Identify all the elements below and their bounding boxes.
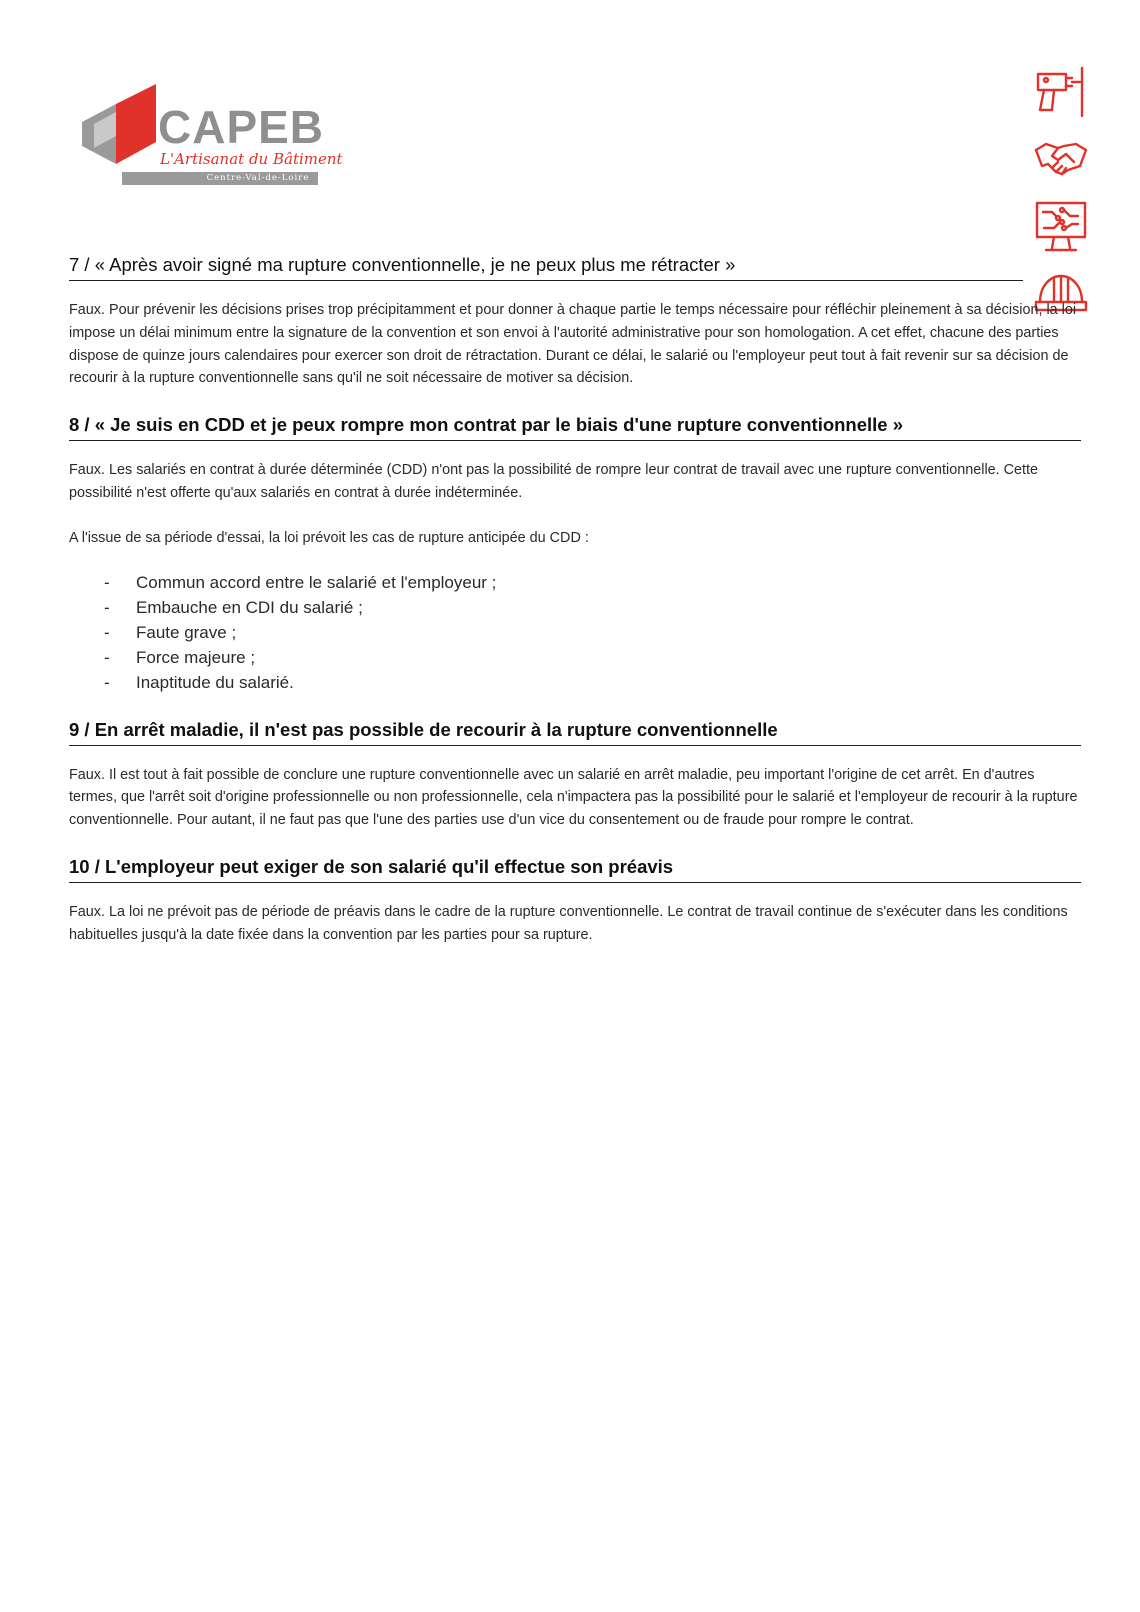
section-paragraph: Faux. Pour prévenir les décisions prises trop précipitamment et pour donner à chaque partie le temps nécessaire pour réfléchir pleinement à sa décision, la loi impose un délai minimum entre la signature de la convention et son envoi à l'autorité administrative pour son homologation. A cet effet, chacune des parties dispose de quinze jours calendaires pour exercer son droit de rétractation. Durant ce délai, le salarié ou l'employeur peut tout à fait revenir sur sa décision de recourir à la rupture conventionnelle sans qu'il ne soit nécessaire de motiver sa décision. (69, 302, 1077, 387)
list-item: - Commun accord entre le salarié et l'employeur ; (104, 572, 497, 592)
section-7 (69, 254, 1081, 390)
list-item: - Embauche en CDI du salarié ; (104, 597, 363, 617)
drill-icon (1034, 66, 1088, 120)
section-paragraph: Faux. Les salariés en contrat à durée déterminée (CDD) n'ont pas la possibilité de rompre leur contrat de travail avec une rupture conventionnelle. Cette possibilité n'est offerte qu'aux salariés en contrat à durée indéterminée. (69, 462, 1039, 501)
cdd-rupture-cases-list (69, 570, 1081, 695)
logo-region: Centre-Val-de-Loire (206, 173, 310, 183)
section-9 (69, 719, 1081, 832)
list-item: - Faute grave ; (104, 622, 237, 642)
capeb-logo (82, 84, 343, 192)
document-body (69, 254, 1081, 971)
handshake-icon (1034, 138, 1088, 182)
capeb-cube-icon (82, 84, 156, 168)
section-8 (69, 414, 1081, 694)
monitor-circuit-icon (1034, 200, 1088, 254)
list-item: - Inaptitude du salarié. (104, 672, 294, 692)
logo-tagline: L'Artisanat du Bâtiment (160, 150, 343, 168)
section-paragraph: A l'issue de sa période d'essai, la loi prévoit les cas de rupture anticipée du CDD : (69, 529, 589, 546)
section-heading: 10 / L'employeur peut exiger de son salarié qu'il effectue son préavis (69, 856, 1081, 883)
section-heading: 7 / « Après avoir signé ma rupture conventionnelle, je ne peux plus me rétracter » (69, 254, 1023, 281)
logo-name: CAPEB (158, 101, 325, 153)
section-10 (69, 856, 1081, 947)
section-heading: 8 / « Je suis en CDD et je peux rompre mon contrat par le biais d'une rupture conventionnelle » (69, 414, 1081, 441)
section-paragraph: Faux. Il est tout à fait possible de conclure une rupture conventionnelle avec un salarié en arrêt maladie, peu important l'origine de cet arrêt. En d'autres termes, que l'arrêt soit d'origine professionnelle ou non professionnelle, cela n'impactera pas la possibilité pour le salarié et l'employeur de recourir à la rupture conventionnelle. Pour autant, il ne faut pas que l'une des parties use d'un vice du consentement ou de fraude pour rompre le contrat. (69, 766, 1078, 829)
list-item: - Force majeure ; (104, 647, 256, 667)
section-paragraph: Faux. La loi ne prévoit pas de période de préavis dans le cadre de la rupture conventionnelle. Le contrat de travail continue de s'exécuter dans les conditions habituelles jusqu'à la date fixée dans la convention par les parties pour sa rupture. (69, 903, 1068, 943)
section-heading: 9 / En arrêt maladie, il n'est pas possible de recourir à la rupture conventionnelle (69, 719, 1081, 746)
